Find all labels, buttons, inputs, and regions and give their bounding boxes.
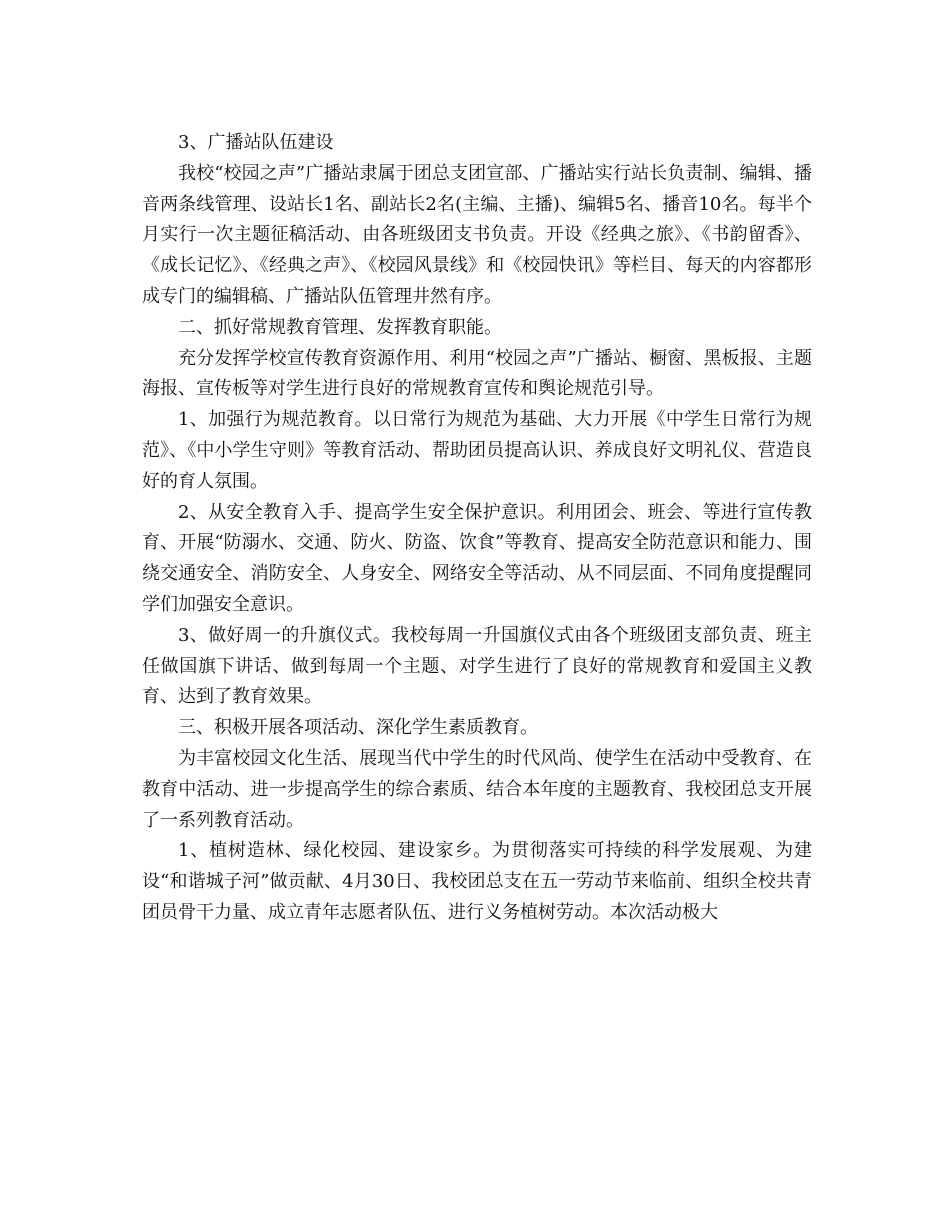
paragraph-behavior-norms: 1、加强行为规范教育。以日常行为规范为基础、大力开展《中学生日常行为规范》、《中小学生守则》等教育活动、帮助团员提高认识、养成良好文明礼仪、营造良好的育人氛围。 — [142, 409, 812, 492]
document-body — [142, 128, 812, 929]
paragraph-safety-education: 2、从安全教育入手、提高学生安全保护意识。利用团会、班会、等进行宣传教育、开展“防溺水、交通、防火、防盗、饮食”等教育、提高安全防范意识和能力、围绕交通安全、消防安全、人身安全、网络安全等活动、从不同层面、不同角度提醒同学们加强安全意识。 — [142, 501, 812, 615]
section-heading-routine-education: 二、抓好常规教育管理、发挥教育职能。 — [178, 316, 502, 338]
paragraph-publicity-resources: 充分发挥学校宣传教育资源作用、利用“校园之声”广播站、橱窗、黑板报、主题海报、宣传板等对学生进行良好的常规教育宣传和舆论规范引导。 — [142, 347, 812, 400]
paragraph-tree-planting: 1、植树造林、绿化校园、建设家乡。为贯彻落实可持续的科学发展观、为建设“和谐城子河”做贡献、4月30日、我校团总支在五一劳动节来临前、组织全校共青团员骨干力量、成立青年志愿者队伍、进行义务植树劳动。本次活动极大 — [142, 840, 812, 923]
paragraph-flag-ceremony: 3、做好周一的升旗仪式。我校每周一升国旗仪式由各个班级团支部负责、班主任做国旗下讲话、做到每周一个主题、对学生进行了良好的常规教育和爱国主义教育、达到了教育效果。 — [142, 624, 812, 708]
paragraph-campus-culture: 为丰富校园文化生活、展现当代中学生的时代风尚、使学生在活动中受教育、在教育中活动、进一步提高学生的综合素质、结合本年度的主题教育、我校团总支开展了一系列教育活动。 — [142, 747, 812, 831]
section-heading-broadcast-team: 3、广播站队伍建设 — [178, 132, 334, 153]
section-heading-activities: 三、积极开展各项活动、深化学生素质教育。 — [178, 717, 538, 739]
paragraph-broadcast-station: 我校“校园之声”广播站隶属于团总支团宣部、广播站实行站长负责制、编辑、播音两条线管理、设站长1名、副站长2名(主编、主播)、编辑5名、播音10名。每半个月实行一次主题征稿活动、由各班级团支书负责。开设《经典之旅》、《书韵留香》、《成长记忆》、《经典之声》、《校园风景线》和《校园快讯》等栏目、每天的内容都形成专门的编辑稿、广播站队伍管理井然有序。 — [142, 162, 812, 307]
